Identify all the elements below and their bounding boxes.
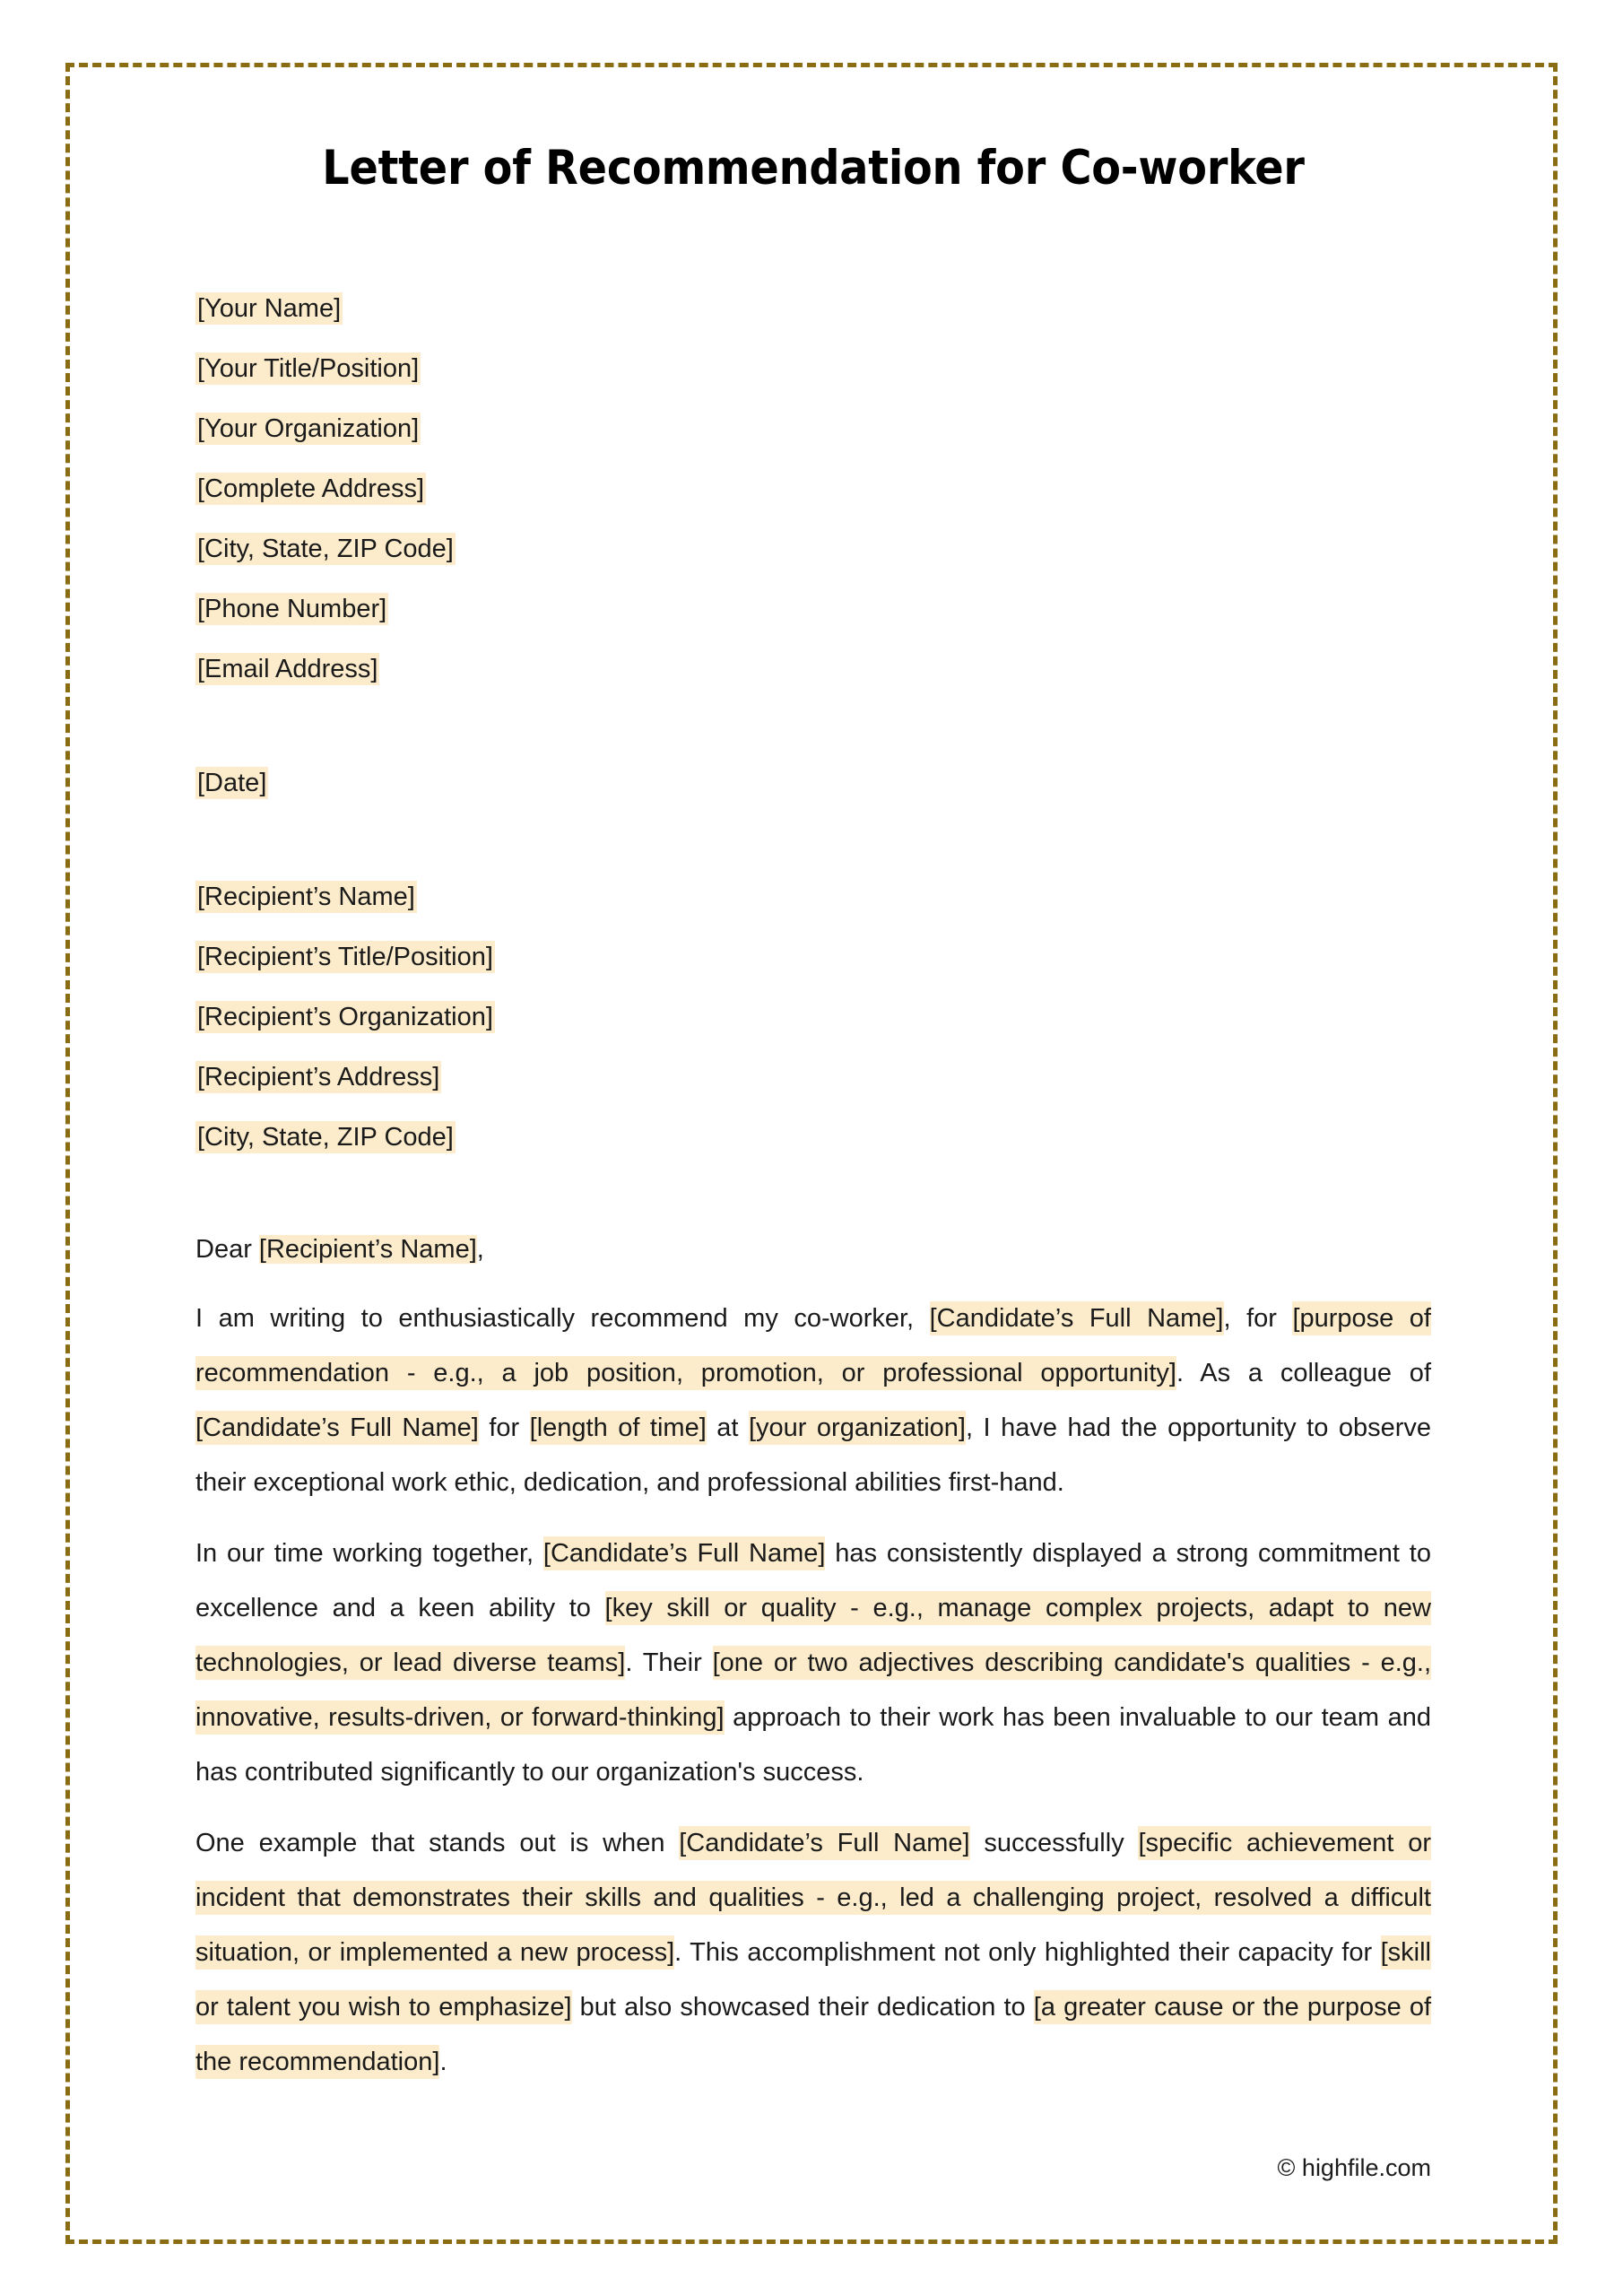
- p2-text-2: has consistently displayed a strong commitment to excellence and a keen ability to: [195, 1538, 1431, 1622]
- placeholder-recipient-name: [Recipient’s Name]: [197, 882, 415, 911]
- letter-content: [195, 126, 1431, 2090]
- salutation-greeting: Dear: [195, 1234, 259, 1264]
- placeholder-recipient-city-state-zip: [City, State, ZIP Code]: [197, 1122, 454, 1152]
- p3-text-5: .: [439, 2047, 447, 2076]
- sender-line-title: [195, 339, 1431, 399]
- p1-text-2: , for: [1223, 1303, 1293, 1333]
- body-paragraph-3: [195, 1816, 1431, 2090]
- p2-placeholder-adjectives: [one or two adjectives describing candidate's qualities - e.g., innovative, results-driven, or forward-thinking]: [195, 1646, 1431, 1735]
- p1-placeholder-purpose: [purpose of recommendation - e.g., a job position, promotion, or professional opportunity]: [195, 1301, 1431, 1390]
- recipient-line-title: [195, 927, 1431, 987]
- p2-text-1: In our time working together,: [195, 1538, 543, 1568]
- placeholder-complete-address: [Complete Address]: [197, 474, 425, 503]
- p2-placeholder-candidate-name: [Candidate’s Full Name]: [543, 1536, 826, 1570]
- p1-placeholder-length-of-time: [length of time]: [530, 1411, 707, 1445]
- p2-text-4: approach to their work has been invaluable to our team and has contributed significantly to our organization's success.: [195, 1702, 1431, 1787]
- p3-text-1: One example that stands out is when: [195, 1828, 680, 1857]
- recipient-line-city-state-zip: [195, 1108, 1431, 1168]
- sender-line-address: [195, 459, 1431, 519]
- p3-placeholder-candidate-name: [Candidate’s Full Name]: [679, 1826, 969, 1860]
- placeholder-your-organization: [Your Organization]: [197, 413, 420, 443]
- p1-placeholder-candidate-name-2: [Candidate’s Full Name]: [195, 1411, 479, 1445]
- recipient-line-organization: [195, 987, 1431, 1048]
- p1-text-5: at: [706, 1413, 749, 1442]
- salutation-line: [195, 1227, 1431, 1272]
- body-paragraph-2: [195, 1526, 1431, 1800]
- salutation-comma: ,: [476, 1234, 484, 1264]
- placeholder-recipient-address: [Recipient’s Address]: [197, 1062, 440, 1091]
- recipient-address-block: [195, 867, 1431, 1168]
- p3-text-3: . This accomplishment not only highlighted their capacity for: [674, 1937, 1381, 1967]
- p2-text-3: . Their: [625, 1648, 713, 1677]
- sender-line-phone: [195, 579, 1431, 639]
- p3-text-4: but also showcased their dedication to: [571, 1992, 1034, 2022]
- sender-line-organization: [195, 399, 1431, 459]
- page-title: Letter of Recommendation for Co-worker: [322, 141, 1305, 196]
- sender-line-name: [195, 279, 1431, 339]
- placeholder-your-title: [Your Title/Position]: [197, 353, 420, 383]
- p1-text-4: for: [478, 1413, 530, 1442]
- sender-line-email: [195, 639, 1431, 700]
- date-block: [195, 753, 1431, 813]
- p1-text-1: I am writing to enthusiastically recommend my co-worker,: [195, 1303, 930, 1333]
- p1-text-6: , I have had the opportunity to observe their exceptional work ethic, dedication, and professional abilities first-hand.: [195, 1413, 1431, 1497]
- p3-text-2: successfully: [969, 1828, 1139, 1857]
- placeholder-salutation-recipient-name: [Recipient’s Name]: [258, 1234, 477, 1264]
- footer-credit: [195, 2154, 1431, 2182]
- date-line: [195, 753, 1431, 813]
- sender-address-block: [195, 279, 1431, 700]
- placeholder-phone-number: [Phone Number]: [197, 594, 387, 623]
- p1-placeholder-your-organization: [your organization]: [749, 1411, 966, 1445]
- p1-placeholder-candidate-name-1: [Candidate’s Full Name]: [930, 1301, 1224, 1335]
- p3-placeholder-skill-or-talent: [skill or talent you wish to emphasize]: [195, 1935, 1431, 2024]
- placeholder-your-name: [Your Name]: [197, 293, 342, 323]
- placeholder-recipient-title: [Recipient’s Title/Position]: [197, 942, 493, 971]
- placeholder-recipient-organization: [Recipient’s Organization]: [197, 1002, 493, 1031]
- placeholder-date: [Date]: [197, 768, 267, 797]
- recipient-line-name: [195, 867, 1431, 927]
- body-paragraph-1: [195, 1292, 1431, 1510]
- p1-text-3: . As a colleague of: [1176, 1358, 1431, 1387]
- placeholder-email-address: [Email Address]: [197, 654, 378, 683]
- p3-placeholder-greater-cause: [a greater cause or the purpose of the recommendation]: [195, 1990, 1431, 2079]
- footer-site-label: highfile.com: [1301, 2154, 1431, 2181]
- p2-placeholder-key-skill: [key skill or quality - e.g., manage complex projects, adapt to new technologies, or lead diverse teams]: [195, 1591, 1431, 1680]
- p3-placeholder-specific-achievement: [specific achievement or incident that demonstrates their skills and qualities - e.g., led a challenging project, resolved a difficult situation, or implemented a new process]: [195, 1826, 1431, 1970]
- recipient-line-address: [195, 1048, 1431, 1108]
- placeholder-city-state-zip: [City, State, ZIP Code]: [197, 534, 454, 563]
- copyright-icon: ©: [1277, 2154, 1296, 2181]
- sender-line-city-state-zip: [195, 519, 1431, 579]
